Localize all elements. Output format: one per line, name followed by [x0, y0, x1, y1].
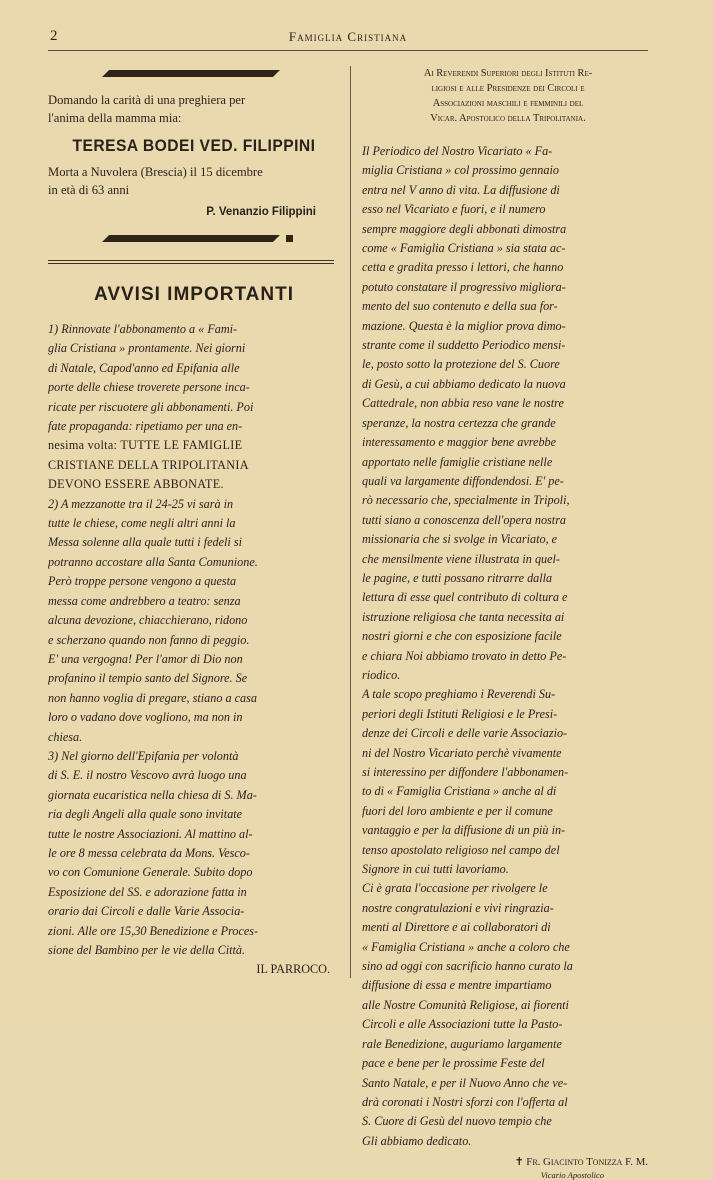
text-line: to di « Famiglia Cristiana » anche al di — [362, 784, 557, 799]
text-line: ligiosi e alle Presidenze dei Circoli e — [431, 83, 585, 94]
text-line: potuto constatare il progressivo migliora- — [362, 279, 566, 294]
text-line: 1) Rinnovate l'abbonamento a « Fami- — [48, 322, 238, 336]
text-line: CRISTIANE DELLA TRIPOLITANIA — [48, 457, 249, 472]
notice-line: l'anima della mamma mia: — [48, 111, 182, 125]
text-line: Il Periodico del Nostro Vicariato « Fa- — [362, 144, 553, 158]
text-line: nesima volta: TUTTE LE FAMIGLIE — [48, 438, 243, 453]
text-line: Gli abbiamo dedicato. — [362, 1133, 472, 1148]
text-line: pace e bene per le prossime Feste del — [362, 1056, 545, 1071]
signature-title: Vicario Apostolico — [540, 1170, 604, 1180]
text-line: ria degli Angeli alla quale sono invitate — [48, 807, 243, 822]
text-line: rò necessario che, specialmente in Tripoli, — [362, 493, 570, 508]
text-line: denze dei Circoli e delle varie Associazio- — [362, 726, 568, 741]
notice-detail-line: Morta a Nuvolera (Brescia) il 15 dicembre — [48, 165, 263, 179]
text-line: « Famiglia Cristiana » anche a coloro che — [362, 939, 570, 954]
text-line: istruzione religiosa che tanta necessita ai — [362, 609, 565, 624]
text-line: apportato nelle famiglie cristiane nelle — [362, 454, 553, 469]
text-line: tutti siano a conoscenza dell'opera nostra — [362, 512, 567, 527]
text-line: 3) Nel giorno dell'Epifania per volontà — [48, 748, 239, 763]
text-line: Signore in cui tutti lavoriamo. — [362, 862, 509, 877]
text-line: alcuna devozione, chiacchierano, ridono — [48, 613, 248, 628]
text-line: Esposizione del SS. e adorazione fatta in — [48, 884, 247, 899]
page-number: 2 — [50, 28, 58, 44]
prayer-request-notice — [48, 91, 340, 221]
text-line: drà coronati i Nostri sforzi con l'offerta al — [362, 1094, 568, 1109]
text-line: Circoli e alle Associazioni tutte la Pasto- — [362, 1017, 563, 1032]
ornamental-bar-bottom — [102, 235, 340, 242]
text-line: A tale scopo preghiamo i Reverendi Su- — [362, 687, 556, 702]
text-line: menti al Direttore e ai collaboratori di — [362, 920, 551, 935]
announcements-text — [48, 320, 340, 980]
text-line: Santo Natale, e per il Nuovo Anno che ve- — [362, 1075, 568, 1090]
text-line: potranno accostare alla Santa Comunione. — [48, 554, 258, 569]
text-line: speranze, la nostra certezza che grande — [362, 415, 556, 430]
text-line: sione del Bambino per le vie della Città. — [48, 943, 245, 957]
text-line: giornata eucaristica nella chiesa di S. Ma- — [48, 787, 257, 802]
text-line: periori degli Istituti Religiosi e le Presi- — [362, 706, 558, 721]
ornamental-bar — [102, 235, 280, 242]
text-line: esso nel Vicariato e fuori, e il numero — [362, 202, 546, 217]
text-line: e chiara Noi abbiamo trovato in detto Pe- — [362, 648, 567, 663]
text-line: orario dai Circoli e dalle Varie Associa- — [48, 904, 245, 919]
text-line: mazione. Questa è la miglior prova dimo- — [362, 318, 566, 333]
text-line: come « Famiglia Cristiana » sia stata ac- — [362, 241, 566, 256]
text-line: loro o vadano dove vogliono, ma non in — [48, 710, 243, 725]
text-line: si interessino per diffondere l'abbonamen- — [362, 765, 569, 779]
letter-signature: ✝ Fr. Giacinto Tonizza F. M. — [514, 1156, 648, 1169]
text-line: nostri giorni e che con esposizione facile — [362, 629, 562, 644]
text-line: chiesa. — [48, 729, 83, 744]
letter-address — [362, 66, 654, 126]
text-line: zioni. Alle ore 15,30 Benedizione e Proces- — [48, 923, 259, 938]
text-line: rale Benedizione, auguriamo largamente — [362, 1036, 562, 1051]
text-line: 2) A mezzanotte tra il 24-25 vi sarà in — [48, 496, 234, 511]
text-line: mento del suo contenuto e della sua for- — [362, 299, 558, 314]
text-line: Però troppe persone vengono a questa — [48, 574, 237, 589]
text-line: Ai Reverendi Superiori degli Istituti Re- — [423, 68, 593, 79]
text-line: E' una vergogna! Per l'amor di Dio non — [48, 651, 243, 666]
text-line: le ore 8 messa celebrata da Mons. Vesco- — [48, 845, 250, 860]
text-line: di S. E. il nostro Vescovo avrà luogo una — [48, 768, 247, 783]
text-line: tenso apostolato religioso nel campo del — [362, 842, 560, 857]
text-line: quali va largamente diffondendosi. E' pe- — [362, 473, 564, 488]
text-line: le, posto sotto la protezione del S. Cuore — [362, 357, 560, 372]
text-line: ni del Nostro Vicariato perchè vivamente — [362, 745, 562, 760]
text-line: missionaria che si svolge in Vicariato, e — [362, 532, 558, 547]
text-line: di Natale, Capod'anno ed Epifania alle — [48, 360, 240, 375]
text-line: miglia Cristiana » col prossimo gennaio — [362, 163, 559, 178]
text-line: messa come andrebbero a teatro: senza — [48, 593, 241, 608]
left-column — [48, 66, 340, 980]
notice-signature: P. Venanzio Filippini — [206, 206, 316, 218]
text-line: profanino il tempio santo del Signore. Se — [48, 671, 248, 686]
text-line: di Gesù, a cui abbiamo dedicato la nuova — [362, 376, 566, 391]
text-line: strante come il suddetto Periodico mensi- — [362, 338, 566, 353]
text-line: fate propaganda: ripetiamo per una en- — [48, 419, 243, 434]
ornament-square — [286, 235, 293, 242]
text-line: vo con Comunione Generale. Subito dopo — [48, 865, 253, 880]
text-line: le pagine, e tutti possano ritrarre dalla — [362, 570, 553, 585]
text-line: porte delle chiese troverete persone inca- — [48, 380, 250, 395]
text-line: DEVONO ESSERE ABBONATE. — [48, 477, 224, 492]
text-line: alle Nostre Comunità Religiose, ai fiorenti — [362, 997, 569, 1012]
publication-title: Famiglia Cristiana — [288, 29, 408, 44]
text-line: entra nel V anno di vita. La diffusione di — [362, 182, 560, 197]
text-line: vantaggio e per la diffusione di un più in- — [362, 823, 566, 838]
text-line: fuori del loro ambiente e per il comune — [362, 803, 553, 818]
text-line: sino ad oggi con sacrificio hanno curato la — [362, 959, 573, 974]
text-line: Vicar. Apostolico della Tripolitania. — [430, 113, 586, 124]
text-line: Ci è grata l'occasione per rivolgere le — [362, 881, 548, 896]
column-divider — [350, 66, 351, 978]
letter-text — [362, 142, 654, 1151]
text-line: glia Cristiana » prontamente. Nei giorni — [48, 341, 246, 356]
text-line: cetta e gradita presso i lettori, che hanno — [362, 260, 564, 275]
text-line: diffusione di essa e mentre impartiamo — [362, 978, 552, 993]
right-column — [362, 66, 654, 1180]
page-header — [48, 26, 648, 51]
text-line: che mensilmente viene illustrata in quel- — [362, 551, 560, 566]
text-line: tutte le chiese, come negli altri anni la — [48, 516, 236, 531]
text-line: S. Cuore di Gesù del nuovo tempio che — [362, 1114, 552, 1129]
text-line: sempre maggiore degli abbonati dimostra — [362, 221, 567, 236]
text-line: lettura di esse quel contributo di coltura e — [362, 590, 568, 605]
text-line: ricate per riscuotere gli abbonamenti. Poi — [48, 399, 254, 414]
section-double-rule — [48, 260, 334, 264]
text-line: Messa solenne alla quale tutti i fedeli si — [48, 535, 242, 550]
text-line: riodico. — [362, 667, 401, 682]
notice-line: Domando la carità di una preghiera per — [48, 93, 246, 107]
ornamental-bar-top — [102, 70, 280, 77]
text-line: non hanno voglia di pregare, stiano a casa — [48, 690, 257, 705]
text-line: Cattedrale, non abbia reso vane le nostre — [362, 396, 564, 411]
text-line: e scherzano quando non fanno di peggio. — [48, 632, 250, 647]
section-heading: AVVISI IMPORTANTI — [94, 284, 294, 305]
text-line: nostre congratulazioni e vivi ringrazia- — [362, 900, 554, 915]
notice-detail-line: in età di 63 anni — [48, 183, 130, 197]
text-line: tutte le nostre Associazioni. Al mattino al- — [48, 826, 253, 841]
text-line: interessamento e maggior bene avrebbe — [362, 435, 557, 450]
closing-signature: IL PARROCO. — [256, 962, 330, 977]
text-line: Associazioni maschili e femminili del — [432, 98, 584, 109]
deceased-name: TERESA BODEI VED. FILIPPINI — [72, 136, 316, 155]
